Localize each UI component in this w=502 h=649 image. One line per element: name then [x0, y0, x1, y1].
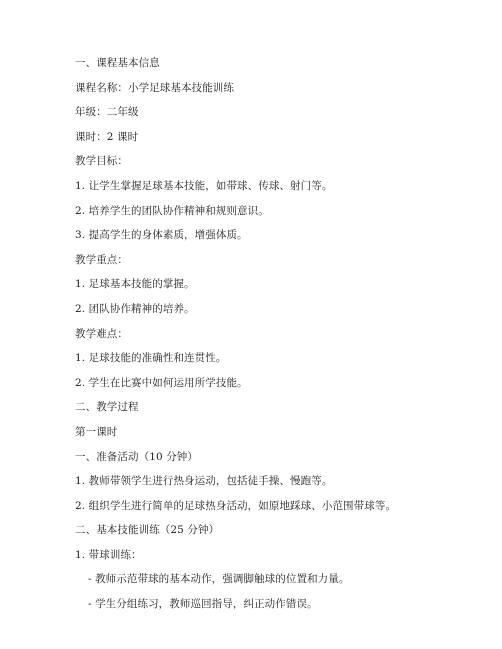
list-item: 3. 提高学生的身体素质，增强体质。	[75, 229, 248, 242]
list-item: 1. 带球训练：	[75, 548, 142, 561]
text-line: 课时：2 课时	[75, 130, 139, 143]
list-item: 1. 足球技能的准确性和连贯性。	[75, 352, 227, 365]
list-item: 2. 团队协作精神的培养。	[75, 302, 195, 315]
text-line: 教学重点：	[75, 253, 128, 266]
section-heading: 一、准备活动（10 分钟）	[75, 450, 198, 463]
text-line: 教学难点：	[75, 327, 128, 340]
list-item: 1. 足球基本技能的掌握。	[75, 278, 195, 291]
sub-list-item: - 教师示范带球的基本动作，强调脚触球的位置和力量。	[88, 573, 350, 586]
text-line: 第一课时	[75, 425, 118, 438]
list-item: 2. 培养学生的团队协作精神和规则意识。	[75, 204, 269, 217]
list-item: 2. 学生在比赛中如何运用所学技能。	[75, 376, 248, 389]
section-heading: 二、教学过程	[75, 401, 139, 414]
sub-list-item: - 学生分组练习，教师巡回指导，纠正动作错误。	[88, 598, 318, 611]
text-line: 教学目标：	[75, 155, 128, 168]
text-line: 课程名称：小学足球基本技能训练	[75, 81, 234, 94]
list-item: 1. 教师带领学生进行热身运动，包括徒手操、慢跑等。	[75, 475, 333, 488]
list-item: 1. 让学生掌握足球基本技能，如带球、传球、射门等。	[75, 179, 333, 192]
document-body	[75, 56, 485, 622]
section-heading: 一、课程基本信息	[75, 57, 160, 69]
list-item: 2. 组织学生进行简单的足球热身活动，如原地踩球、小范围带球等。	[75, 499, 397, 512]
section-heading: 二、基本技能训练（25 分钟）	[75, 524, 220, 537]
text-line: 年级：二年级	[75, 106, 139, 119]
